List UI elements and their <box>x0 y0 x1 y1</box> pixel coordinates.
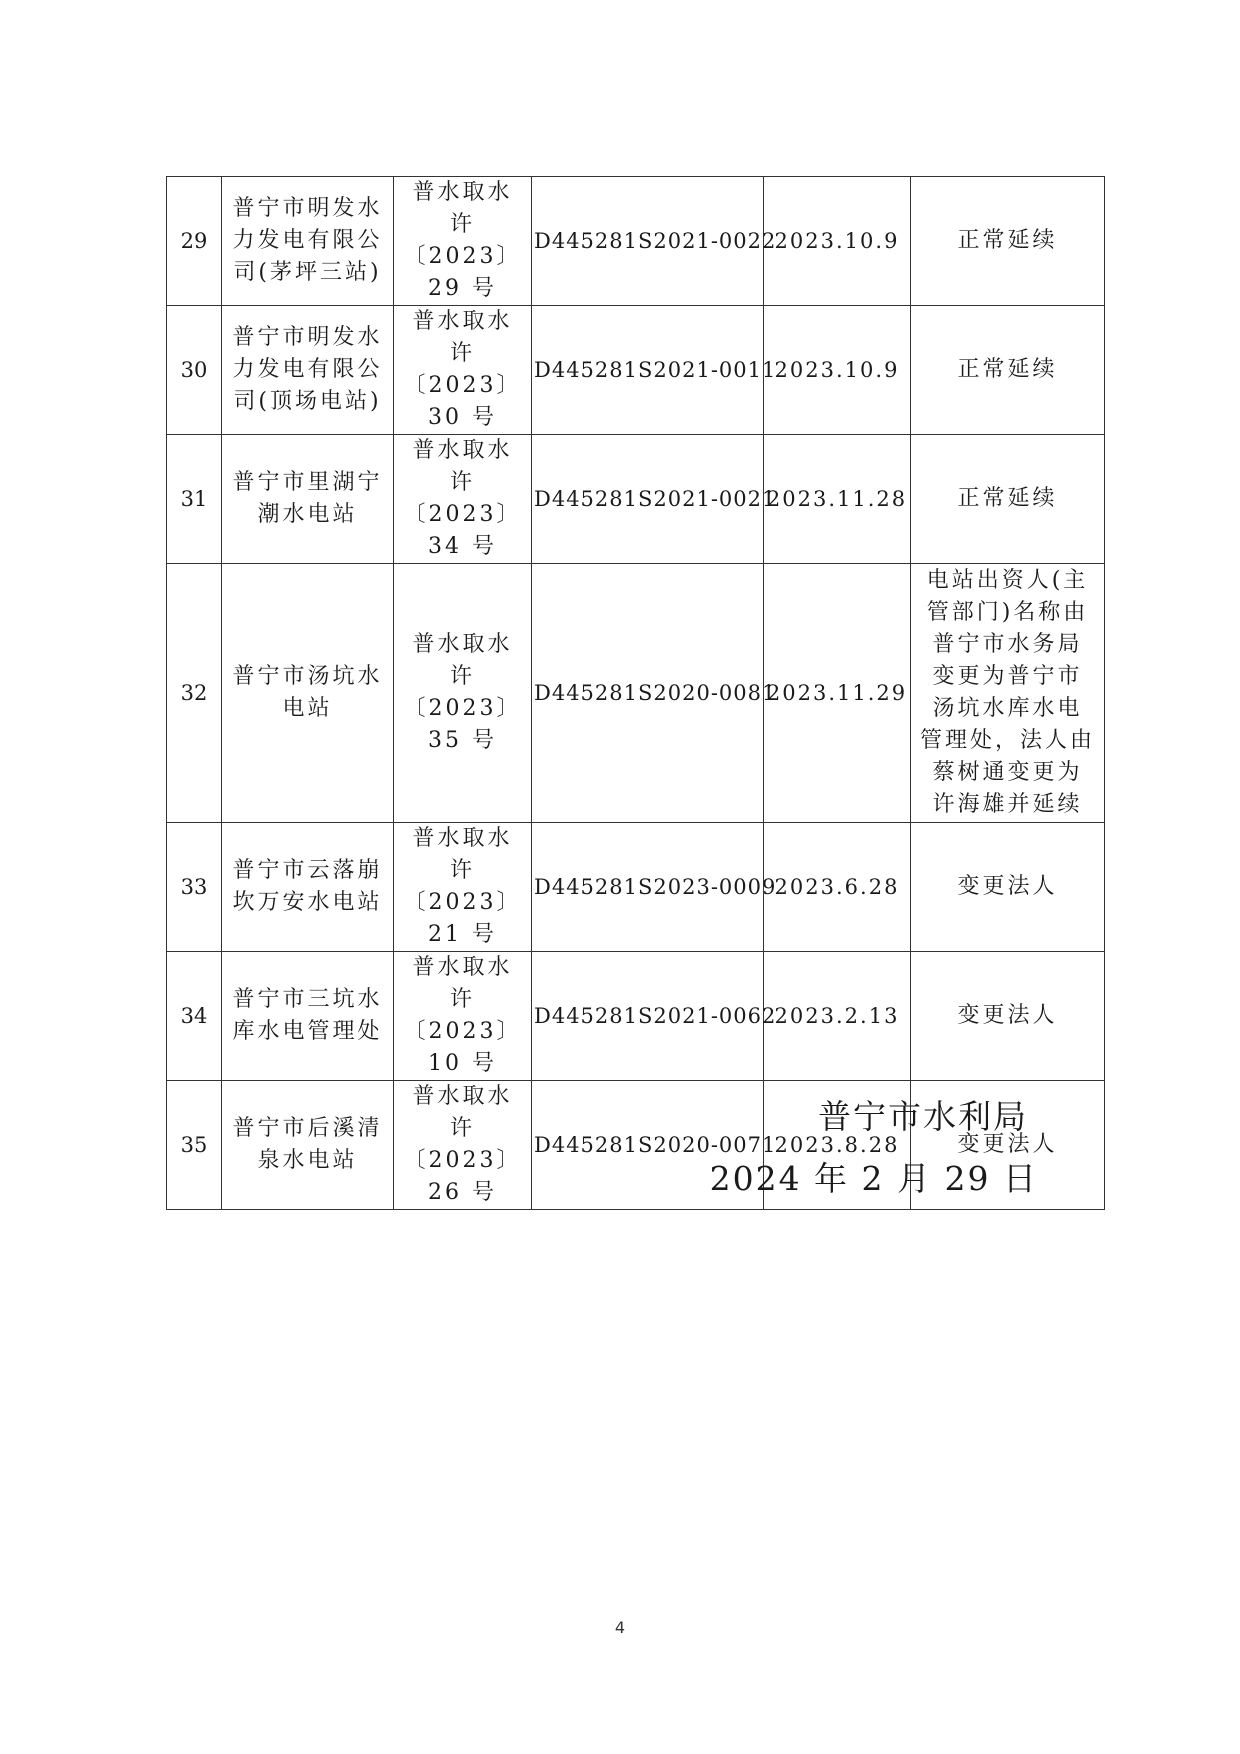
permit-code: D445281S2020-0071 <box>532 1081 764 1210</box>
permit-document: 普水取水 许〔2023〕 10 号 <box>394 952 532 1081</box>
table-row <box>167 306 1105 435</box>
row-number: 29 <box>167 177 222 306</box>
remark: 电站出资人(主 管部门)名称由 普宁市水务局 变更为普宁市 汤坑水库水电 管理处，法人由 蔡树通变更为 许海雄并延续 <box>911 564 1105 823</box>
row-number: 31 <box>167 435 222 564</box>
permit-document: 普水取水 许〔2023〕 29 号 <box>394 177 532 306</box>
approval-date: 2023.2.13 <box>764 952 911 1081</box>
permit-document: 普水取水 许〔2023〕 26 号 <box>394 1081 532 1210</box>
permit-document: 普水取水 许〔2023〕 35 号 <box>394 564 532 823</box>
permit-code: D445281S2023-0009 <box>532 823 764 952</box>
permit-code: D445281S2021-0011 <box>532 306 764 435</box>
table-row <box>167 435 1105 564</box>
table-row <box>167 823 1105 952</box>
table-row <box>167 177 1105 306</box>
approval-date: 2023.10.9 <box>764 306 911 435</box>
issuing-organization: 普宁市水利局 <box>818 1097 1028 1136</box>
station-name: 普宁市后溪清 泉水电站 <box>222 1081 394 1210</box>
remark: 变更法人 <box>911 1081 1105 1210</box>
approval-date: 2023.6.28 <box>764 823 911 952</box>
station-name: 普宁市云落崩 坎万安水电站 <box>222 823 394 952</box>
remark: 正常延续 <box>911 435 1105 564</box>
approval-date: 2023.10.9 <box>764 177 911 306</box>
row-number: 34 <box>167 952 222 1081</box>
issue-date: 2024 年 2 月 29 日 <box>709 1159 1038 1198</box>
table-row <box>167 564 1105 823</box>
permit-document: 普水取水 许〔2023〕 30 号 <box>394 306 532 435</box>
remark: 变更法人 <box>911 952 1105 1081</box>
station-name: 普宁市三坑水 库水电管理处 <box>222 952 394 1081</box>
row-number: 35 <box>167 1081 222 1210</box>
remark: 正常延续 <box>911 306 1105 435</box>
approval-date: 2023.11.28 <box>764 435 911 564</box>
row-number: 30 <box>167 306 222 435</box>
permit-code: D445281S2021-0022 <box>532 177 764 306</box>
station-name: 普宁市明发水 力发电有限公 司(顶场电站) <box>222 306 394 435</box>
permit-code: D445281S2020-0081 <box>532 564 764 823</box>
approval-date: 2023.8.28 <box>764 1081 911 1210</box>
signature-block <box>710 1095 1038 1201</box>
station-name: 普宁市汤坑水 电站 <box>222 564 394 823</box>
table-row <box>167 952 1105 1081</box>
permit-code: D445281S2021-0021 <box>532 435 764 564</box>
remark: 正常延续 <box>911 177 1105 306</box>
permit-document: 普水取水 许〔2023〕 34 号 <box>394 435 532 564</box>
permit-document: 普水取水 许〔2023〕 21 号 <box>394 823 532 952</box>
remark: 变更法人 <box>911 823 1105 952</box>
station-name: 普宁市明发水 力发电有限公 司(茅坪三站) <box>222 177 394 306</box>
page-number: 4 <box>614 1618 626 1637</box>
row-number: 33 <box>167 823 222 952</box>
approval-date: 2023.11.29 <box>764 564 911 823</box>
row-number: 32 <box>167 564 222 823</box>
permit-code: D445281S2021-0062 <box>532 952 764 1081</box>
station-name: 普宁市里湖宁 潮水电站 <box>222 435 394 564</box>
permit-records-table <box>166 176 1105 1210</box>
